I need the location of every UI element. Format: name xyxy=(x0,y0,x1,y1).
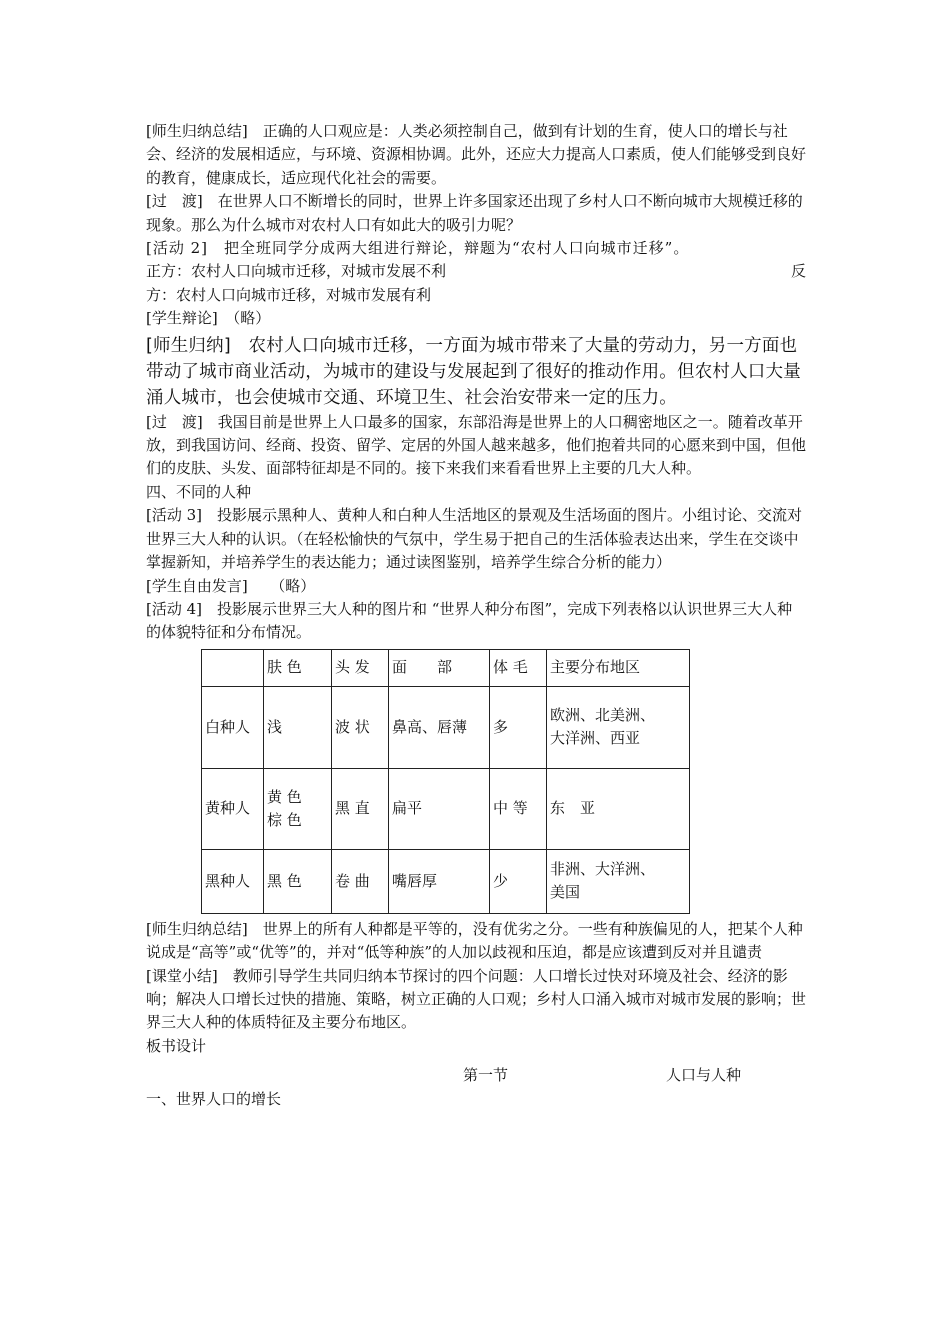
document-page xyxy=(146,120,806,1112)
table-row xyxy=(202,768,690,849)
table-cell: 鼻高、唇薄 xyxy=(389,686,490,768)
section-heading-races: 四、不同的人种 xyxy=(146,482,252,501)
activity-3-paragraph: [活动 3] 投影展示黑种人、黄种人和白种人生活地区的景观及生活场面的图片。小组讨论、交流对世界三大人种的认识。（在轻松愉快的气氛中，学生易于把自己的生活体验表达出来，学生在交谈中掌握新知，并培养学生的表达能力；通过读图鉴别，培养学生综合分析的能力） xyxy=(146,506,803,572)
board-title-row xyxy=(146,1064,806,1088)
board-item-1: 一、世界人口的增长 xyxy=(146,1090,282,1109)
board-section-number: 第一节 xyxy=(463,1066,509,1085)
table-cell: 波 状 xyxy=(332,686,389,768)
debate-pro-text: 正方：农村人口向城市迁移，对城市发展不利 xyxy=(146,262,447,281)
table-header-cell: 主要分布地区 xyxy=(547,649,690,686)
table-cell: 多 xyxy=(490,686,547,768)
table-header-cell: 头 发 xyxy=(332,649,389,686)
table-cell: 欧洲、北美洲、 大洋洲、西亚 xyxy=(547,686,690,768)
table-header-cell: 面 部 xyxy=(389,649,490,686)
table-cell: 中 等 xyxy=(490,768,547,849)
race-table xyxy=(201,649,690,914)
table-header-row xyxy=(202,649,690,686)
table-cell: 黑 色 xyxy=(264,849,332,913)
equality-summary: [师生归纳总结] 世界上的所有人种都是平等的，没有优劣之分。一些有种族偏见的人，把某个人种说成是“高等”或“优等”的，并对“低等种族”的人加以歧视和压迫，都是应该遭到反对并且谴责 xyxy=(146,919,803,962)
table-cell: 黑 直 xyxy=(332,768,389,849)
table-row xyxy=(202,686,690,768)
debate-con-line: 方：农村人口向城市迁移，对城市发展有利 xyxy=(146,285,432,304)
table-cell: 卷 曲 xyxy=(332,849,389,913)
debate-con-prefix: 反 xyxy=(790,262,806,281)
activity-2-paragraph: [活动 2] 把全班同学分成两大组进行辩论，辩题为“农村人口向城市迁移”。 xyxy=(146,239,690,258)
board-section-name: 人口与人种 xyxy=(666,1066,742,1085)
table-header-cell: 体 毛 xyxy=(490,649,547,686)
transition-paragraph-2: [过 渡] 我国目前是世界上人口最多的国家，东部沿海是世界上的人口稠密地区之一。随着改革开放，到我国访问、经商、投资、留学、定居的外国人越来越多，他们抱着共同的心愿来到中国，但他们的皮肤、头发、面部特征却是不同的。接下来我们来看看世界上主要的几大人种。 xyxy=(146,412,807,478)
table-row xyxy=(202,849,690,913)
activity-4-paragraph: [活动 4] 投影展示世界三大人种的图片和 “世界人种分布图”，完成下列表格以认识世界三大人种的体貌特征和分布情况。 xyxy=(146,599,793,642)
table-cell: 黑种人 xyxy=(202,849,264,913)
table-cell: 浅 xyxy=(264,686,332,768)
table-cell: 非洲、大洋洲、 美国 xyxy=(547,849,690,913)
student-speech-line: [学生自由发言] （略） xyxy=(146,576,316,595)
student-debate-line: [学生辩论] （略） xyxy=(146,309,271,328)
table-cell: 扁平 xyxy=(389,768,490,849)
debate-pro-line xyxy=(146,260,806,283)
board-design-label: 板书设计 xyxy=(146,1036,207,1055)
summary-paragraph: [师生归纳总结] 正确的人口观应是：人类必须控制自己，做到有计划的生育，使人口的增长与社会、经济的发展相适应，与环境、资源相协调。此外，还应大力提高人口素质，使人们能够受到良好的教育，健康成长，适应现代化社会的需要。 xyxy=(146,122,807,187)
table-header-cell: 肤 色 xyxy=(264,649,332,686)
table-cell: 嘴唇厚 xyxy=(389,849,490,913)
table-header-cell xyxy=(202,649,264,686)
teacher-student-conclusion: [师生归纳] 农村人口向城市迁移，一方面为城市带来了大量的劳动力，另一方面也带动了城市商业活动，为城市的建设与发展起到了很好的推动作用。但农村人口大量涌人城市，也会使城市交通、环境卫生、社会治安带来一定的压力。 xyxy=(146,335,801,408)
table-cell: 黄 色 棕 色 xyxy=(264,768,332,849)
table-cell: 白种人 xyxy=(202,686,264,768)
transition-paragraph: [过 渡] 在世界人口不断增长的同时，世界上许多国家还出现了乡村人口不断向城市大规模迁移的现象。那么为什么城市对农村人口有如此大的吸引力呢？ xyxy=(146,192,803,234)
table-cell: 少 xyxy=(490,849,547,913)
table-cell: 东 亚 xyxy=(547,768,690,849)
table-cell: 黄种人 xyxy=(202,768,264,849)
class-summary: [课堂小结] 教师引导学生共同归纳本节探讨的四个问题：人口增长过快对环境及社会、经济的影响；解决人口增长过快的措施、策略，树立正确的人口观；乡村人口涌入城市对城市发展的影响；世界三大人种的体质特征及主要分布地区。 xyxy=(146,966,807,1032)
